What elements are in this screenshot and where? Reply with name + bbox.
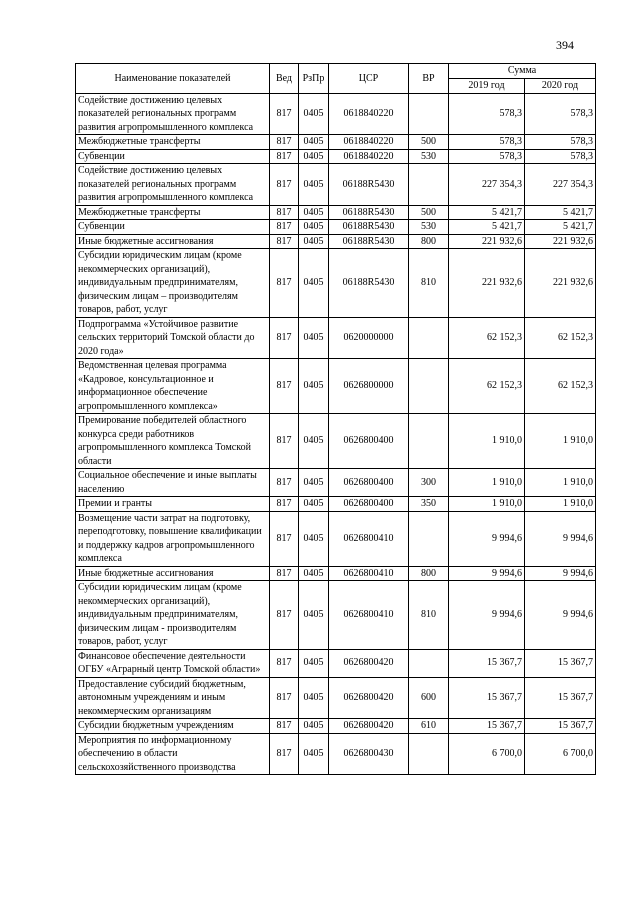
cell-vr: 800 xyxy=(409,234,449,249)
cell-y2020: 9 994,6 xyxy=(525,566,596,581)
cell-y2019: 62 152,3 xyxy=(449,317,525,359)
cell-y2019: 6 700,0 xyxy=(449,733,525,775)
cell-y2020: 62 152,3 xyxy=(525,317,596,359)
cell-ved: 817 xyxy=(270,677,299,719)
table-row xyxy=(76,135,596,150)
cell-name: Премирование победителей областного конкурса среди работников агропромышленного комплекса Томской области xyxy=(76,414,270,469)
cell-name: Подпрограмма «Устойчивое развитие сельских территорий Томской области до 2020 года» xyxy=(76,317,270,359)
cell-ved: 817 xyxy=(270,149,299,164)
cell-vr: 530 xyxy=(409,149,449,164)
cell-vr xyxy=(409,317,449,359)
cell-rzpr: 0405 xyxy=(299,135,329,150)
table-row xyxy=(76,317,596,359)
table-row xyxy=(76,733,596,775)
table-row xyxy=(76,469,596,497)
cell-vr xyxy=(409,649,449,677)
table-row xyxy=(76,511,596,566)
cell-rzpr: 0405 xyxy=(299,497,329,512)
cell-y2019: 15 367,7 xyxy=(449,677,525,719)
cell-ved: 817 xyxy=(270,249,299,318)
table-row xyxy=(76,359,596,414)
cell-csr: 0626800420 xyxy=(329,719,409,734)
header-vr: ВР xyxy=(409,64,449,94)
table-row xyxy=(76,93,596,135)
cell-rzpr: 0405 xyxy=(299,164,329,206)
cell-ved: 817 xyxy=(270,234,299,249)
cell-y2019: 9 994,6 xyxy=(449,581,525,650)
cell-y2020: 62 152,3 xyxy=(525,359,596,414)
cell-name: Содействие достижению целевых показателей региональных программ развития агропромышленного комплекса xyxy=(76,164,270,206)
cell-y2020: 227 354,3 xyxy=(525,164,596,206)
cell-ved: 817 xyxy=(270,649,299,677)
cell-ved: 817 xyxy=(270,220,299,235)
cell-y2020: 578,3 xyxy=(525,135,596,150)
cell-vr: 300 xyxy=(409,469,449,497)
cell-y2019: 5 421,7 xyxy=(449,205,525,220)
cell-vr xyxy=(409,511,449,566)
cell-y2019: 1 910,0 xyxy=(449,414,525,469)
cell-ved: 817 xyxy=(270,497,299,512)
table-row xyxy=(76,249,596,318)
cell-y2020: 1 910,0 xyxy=(525,497,596,512)
cell-csr: 06188R5430 xyxy=(329,234,409,249)
page-number: 394 xyxy=(556,38,574,52)
cell-name: Возмещение части затрат на подготовку, переподготовку, повышение квалификации и поддержку кадров агропромышленного комплекса xyxy=(76,511,270,566)
cell-csr: 0626800410 xyxy=(329,566,409,581)
cell-y2019: 227 354,3 xyxy=(449,164,525,206)
cell-vr xyxy=(409,414,449,469)
cell-name: Субвенции xyxy=(76,149,270,164)
cell-vr xyxy=(409,359,449,414)
cell-ved: 817 xyxy=(270,511,299,566)
cell-name: Иные бюджетные ассигнования xyxy=(76,234,270,249)
cell-csr: 0620000000 xyxy=(329,317,409,359)
header-sum: Сумма xyxy=(449,64,596,79)
cell-y2019: 221 932,6 xyxy=(449,249,525,318)
header-rzpr: РзПр xyxy=(299,64,329,94)
cell-rzpr: 0405 xyxy=(299,234,329,249)
cell-y2019: 1 910,0 xyxy=(449,497,525,512)
table-row xyxy=(76,234,596,249)
cell-name: Ведомственная целевая программа «Кадровое, консультационное и информационное обеспечение агропромышленного комплекса» xyxy=(76,359,270,414)
cell-y2020: 578,3 xyxy=(525,93,596,135)
cell-y2020: 5 421,7 xyxy=(525,205,596,220)
cell-name: Субвенции xyxy=(76,220,270,235)
cell-y2019: 221 932,6 xyxy=(449,234,525,249)
cell-csr: 0626800400 xyxy=(329,469,409,497)
cell-vr: 810 xyxy=(409,249,449,318)
cell-csr: 06188R5430 xyxy=(329,164,409,206)
cell-y2020: 1 910,0 xyxy=(525,469,596,497)
cell-y2020: 221 932,6 xyxy=(525,234,596,249)
cell-y2019: 1 910,0 xyxy=(449,469,525,497)
cell-name: Мероприятия по информационному обеспечению в области сельскохозяйственного производства xyxy=(76,733,270,775)
cell-vr: 610 xyxy=(409,719,449,734)
cell-rzpr: 0405 xyxy=(299,649,329,677)
cell-rzpr: 0405 xyxy=(299,566,329,581)
cell-rzpr: 0405 xyxy=(299,414,329,469)
cell-vr: 800 xyxy=(409,566,449,581)
cell-rzpr: 0405 xyxy=(299,317,329,359)
cell-rzpr: 0405 xyxy=(299,719,329,734)
table-row xyxy=(76,414,596,469)
cell-vr: 530 xyxy=(409,220,449,235)
header-2019: 2019 год xyxy=(449,79,525,94)
header-ved: Вед xyxy=(270,64,299,94)
cell-rzpr: 0405 xyxy=(299,93,329,135)
table-row xyxy=(76,581,596,650)
cell-csr: 0626800420 xyxy=(329,649,409,677)
cell-csr: 0626800400 xyxy=(329,497,409,512)
cell-rzpr: 0405 xyxy=(299,733,329,775)
cell-csr: 0618840220 xyxy=(329,93,409,135)
table-row xyxy=(76,677,596,719)
cell-ved: 817 xyxy=(270,317,299,359)
cell-ved: 817 xyxy=(270,581,299,650)
cell-csr: 0626800400 xyxy=(329,414,409,469)
table-row xyxy=(76,149,596,164)
cell-y2020: 1 910,0 xyxy=(525,414,596,469)
cell-y2020: 15 367,7 xyxy=(525,719,596,734)
cell-rzpr: 0405 xyxy=(299,469,329,497)
header-2020: 2020 год xyxy=(525,79,596,94)
cell-csr: 0626800430 xyxy=(329,733,409,775)
cell-rzpr: 0405 xyxy=(299,149,329,164)
cell-csr: 0626800000 xyxy=(329,359,409,414)
cell-csr: 06188R5430 xyxy=(329,249,409,318)
cell-ved: 817 xyxy=(270,719,299,734)
cell-name: Премии и гранты xyxy=(76,497,270,512)
cell-vr: 350 xyxy=(409,497,449,512)
cell-rzpr: 0405 xyxy=(299,220,329,235)
table-row xyxy=(76,566,596,581)
cell-name: Межбюджетные трансферты xyxy=(76,205,270,220)
cell-csr: 0618840220 xyxy=(329,149,409,164)
cell-name: Субсидии юридическим лицам (кроме некоммерческих организаций), индивидуальным предпринимателям, физическим лицам - производителям товаров, работ, услуг xyxy=(76,581,270,650)
cell-y2020: 15 367,7 xyxy=(525,649,596,677)
cell-csr: 0626800410 xyxy=(329,511,409,566)
cell-vr: 500 xyxy=(409,205,449,220)
cell-y2020: 221 932,6 xyxy=(525,249,596,318)
cell-y2019: 15 367,7 xyxy=(449,719,525,734)
cell-vr xyxy=(409,733,449,775)
table-row xyxy=(76,164,596,206)
cell-name: Субсидии бюджетным учреждениям xyxy=(76,719,270,734)
table-row xyxy=(76,497,596,512)
cell-name: Социальное обеспечение и иные выплаты населению xyxy=(76,469,270,497)
cell-ved: 817 xyxy=(270,566,299,581)
table-row xyxy=(76,719,596,734)
cell-y2019: 15 367,7 xyxy=(449,649,525,677)
cell-rzpr: 0405 xyxy=(299,205,329,220)
cell-ved: 817 xyxy=(270,414,299,469)
cell-name: Предоставление субсидий бюджетным, автономным учреждениям и иным некоммерческим организациям xyxy=(76,677,270,719)
cell-y2020: 9 994,6 xyxy=(525,511,596,566)
cell-y2019: 62 152,3 xyxy=(449,359,525,414)
cell-csr: 06188R5430 xyxy=(329,220,409,235)
cell-ved: 817 xyxy=(270,359,299,414)
table-row xyxy=(76,205,596,220)
cell-rzpr: 0405 xyxy=(299,359,329,414)
cell-rzpr: 0405 xyxy=(299,511,329,566)
cell-rzpr: 0405 xyxy=(299,581,329,650)
cell-y2019: 9 994,6 xyxy=(449,511,525,566)
table-row xyxy=(76,220,596,235)
cell-y2020: 9 994,6 xyxy=(525,581,596,650)
cell-y2020: 15 367,7 xyxy=(525,677,596,719)
cell-csr: 0626800410 xyxy=(329,581,409,650)
cell-vr: 600 xyxy=(409,677,449,719)
table-body xyxy=(76,93,596,775)
cell-ved: 817 xyxy=(270,93,299,135)
cell-y2020: 5 421,7 xyxy=(525,220,596,235)
cell-name: Межбюджетные трансферты xyxy=(76,135,270,150)
cell-y2020: 578,3 xyxy=(525,149,596,164)
cell-name: Финансовое обеспечение деятельности ОГБУ «Аграрный центр Томской области» xyxy=(76,649,270,677)
cell-y2019: 578,3 xyxy=(449,93,525,135)
cell-y2019: 578,3 xyxy=(449,149,525,164)
cell-y2019: 9 994,6 xyxy=(449,566,525,581)
cell-name: Содействие достижению целевых показателей региональных программ развития агропромышленного комплекса xyxy=(76,93,270,135)
header-name: Наименование показателей xyxy=(76,64,270,94)
cell-csr: 0618840220 xyxy=(329,135,409,150)
cell-ved: 817 xyxy=(270,469,299,497)
cell-ved: 817 xyxy=(270,733,299,775)
cell-rzpr: 0405 xyxy=(299,249,329,318)
cell-csr: 06188R5430 xyxy=(329,205,409,220)
cell-y2019: 5 421,7 xyxy=(449,220,525,235)
cell-vr xyxy=(409,164,449,206)
cell-ved: 817 xyxy=(270,135,299,150)
cell-y2020: 6 700,0 xyxy=(525,733,596,775)
cell-ved: 817 xyxy=(270,164,299,206)
cell-name: Субсидии юридическим лицам (кроме некоммерческих организаций), индивидуальным предпринимателям, физическим лицам – производителям товаров, работ, услуг xyxy=(76,249,270,318)
header-csr: ЦСР xyxy=(329,64,409,94)
table-row xyxy=(76,649,596,677)
cell-vr: 500 xyxy=(409,135,449,150)
cell-rzpr: 0405 xyxy=(299,677,329,719)
cell-vr: 810 xyxy=(409,581,449,650)
cell-name: Иные бюджетные ассигнования xyxy=(76,566,270,581)
cell-y2019: 578,3 xyxy=(449,135,525,150)
budget-table xyxy=(75,63,596,775)
cell-ved: 817 xyxy=(270,205,299,220)
cell-vr xyxy=(409,93,449,135)
cell-csr: 0626800420 xyxy=(329,677,409,719)
